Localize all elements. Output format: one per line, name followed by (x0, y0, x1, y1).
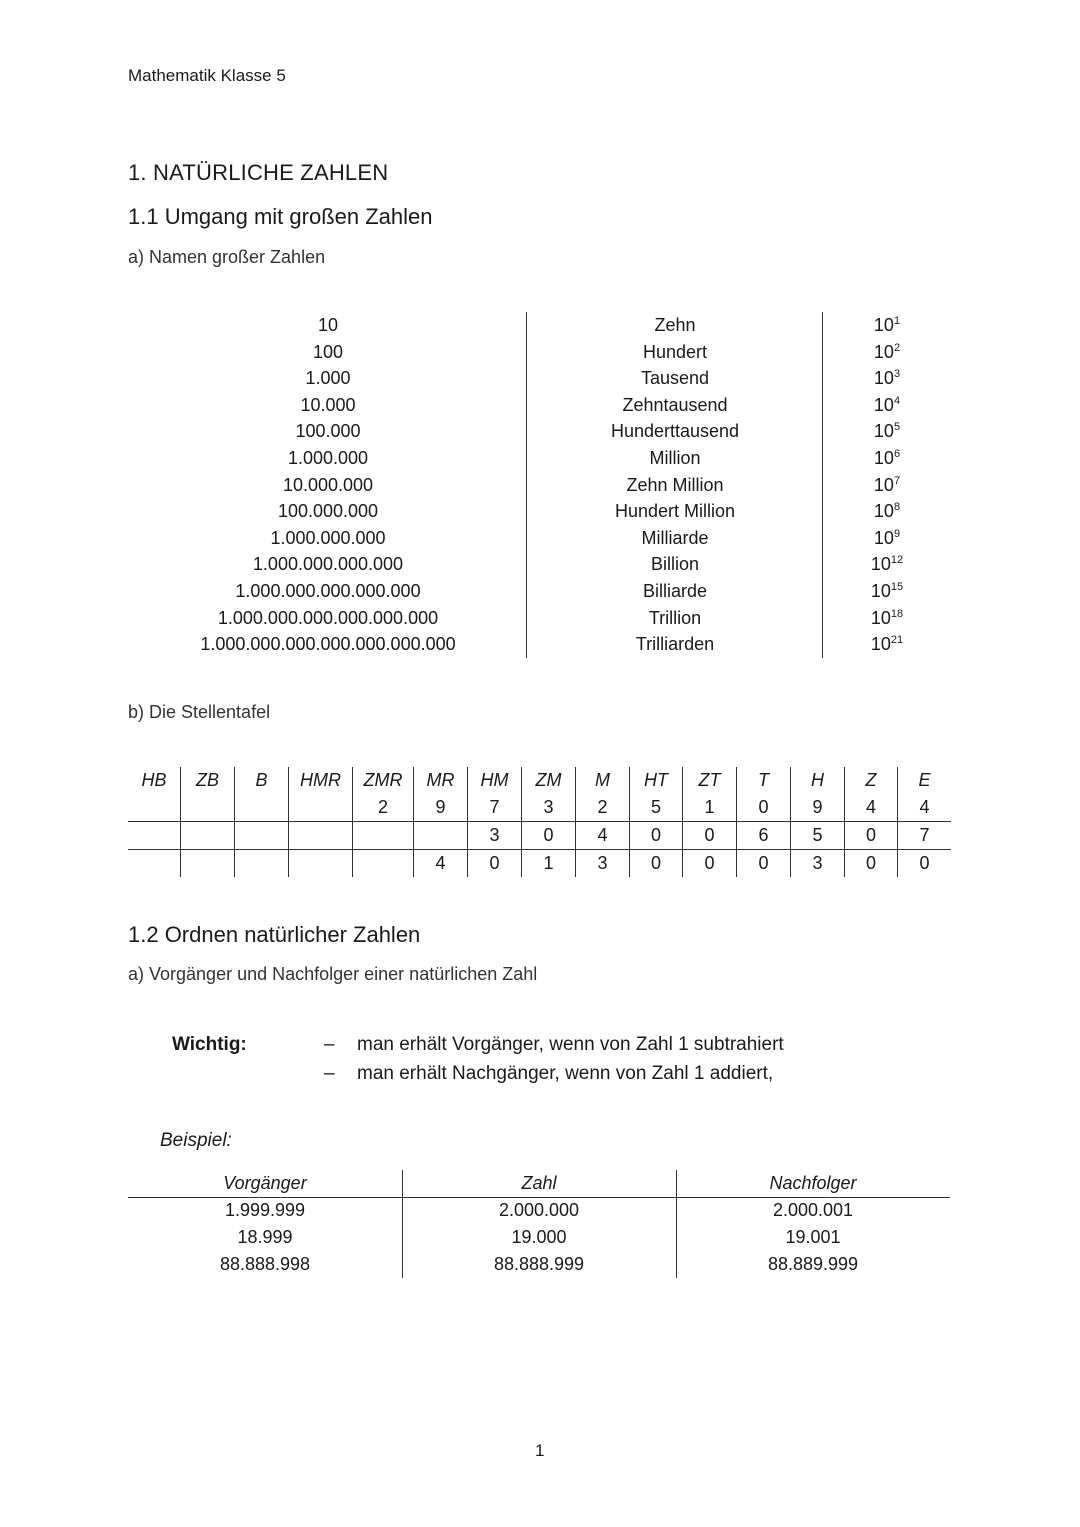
number-name: Milliarde (641, 527, 709, 548)
table-cell: 2 (353, 794, 414, 822)
table-cell: 0 (845, 850, 898, 878)
powers-column (844, 312, 930, 658)
number-value: 10 (317, 315, 339, 335)
numbers-column (128, 312, 528, 658)
bullet-dash: – (324, 1063, 335, 1084)
number-value: 1.000.000.000.000.000.000.000 (200, 634, 456, 655)
number-name: Zehn Million (626, 474, 724, 495)
important-label: Wichtig: (172, 1034, 247, 1055)
power-base: 10 (873, 447, 894, 468)
power-base: 10 (873, 527, 894, 548)
power-base: 10 (873, 474, 894, 495)
number-value: 1.000.000.000.000.000 (235, 580, 421, 601)
table-cell: 0 (683, 850, 737, 878)
example-label: Beispiel: (160, 1130, 232, 1151)
table-cell: 0 (845, 822, 898, 850)
table-cell: 0 (737, 794, 791, 822)
table-cell: 3 (576, 850, 630, 878)
table-cell (289, 850, 353, 878)
power-value (844, 445, 930, 472)
power-base: 10 (873, 341, 894, 362)
table-cell: 6 (737, 822, 791, 850)
power-value (844, 631, 930, 658)
table-cell: 3 (791, 850, 845, 878)
table-cell: 2.000.000 (498, 1200, 580, 1220)
table-cell (289, 794, 353, 822)
names-column (528, 312, 822, 658)
successor-column (676, 1170, 950, 1278)
power-value (844, 339, 930, 366)
table-cell (235, 794, 289, 822)
table-cell (353, 850, 414, 878)
power-exponent: 4 (893, 394, 901, 407)
table-cell (181, 822, 235, 850)
table-cell: 19.001 (785, 1227, 841, 1247)
table-cell (414, 822, 468, 850)
number-value: 1.000.000 (287, 447, 369, 468)
table-cell: 4 (898, 794, 952, 822)
column-header: Vorgänger (223, 1173, 307, 1193)
table-cell: 9 (791, 794, 845, 822)
table-cell: 5 (630, 794, 683, 822)
predecessor-successor-table (128, 1170, 950, 1278)
table-cell (235, 850, 289, 878)
table-header-row (128, 767, 951, 794)
table-cell: 1 (683, 794, 737, 822)
table-cell: 0 (630, 822, 683, 850)
table-cell (128, 794, 181, 822)
table-cell: 0 (630, 850, 683, 878)
table-cell: 0 (522, 822, 576, 850)
number-value: 100.000 (295, 421, 361, 442)
table-cell: 0 (683, 822, 737, 850)
power-exponent: 3 (893, 368, 901, 381)
table-row (128, 822, 951, 850)
number-name: Million (649, 447, 701, 468)
number-value: 10.000.000 (282, 474, 374, 495)
power-value (844, 605, 930, 632)
place-header: HMR (289, 767, 353, 794)
number-name: Hundert (642, 341, 708, 362)
table-cell: 3 (468, 822, 522, 850)
table-cell (353, 822, 414, 850)
table-cell: 2.000.001 (772, 1200, 854, 1220)
place-header: HM (468, 767, 522, 794)
power-value (844, 525, 930, 552)
power-value (844, 418, 930, 445)
table-cell: 9 (414, 794, 468, 822)
list-item (324, 1034, 784, 1063)
subsection-heading-1-1a: a) Namen großer Zahlen (128, 247, 326, 267)
place-header: HT (630, 767, 683, 794)
power-exponent: 7 (893, 474, 901, 487)
table-cell: 18.999 (237, 1227, 293, 1247)
power-exponent: 2 (893, 341, 901, 354)
power-base: 10 (870, 634, 891, 655)
place-header: B (235, 767, 289, 794)
table-cell: 1 (522, 850, 576, 878)
table-cell (289, 822, 353, 850)
place-header: M (576, 767, 630, 794)
place-header: ZT (683, 767, 737, 794)
table-cell: 4 (576, 822, 630, 850)
table-cell: 1.999.999 (224, 1200, 306, 1220)
table-cell: 88.888.998 (219, 1254, 311, 1274)
power-exponent: 12 (890, 554, 904, 567)
page-number: 1 (535, 1441, 545, 1460)
table-row (128, 850, 951, 878)
number-name: Trillion (648, 607, 702, 628)
power-base: 10 (873, 501, 894, 522)
power-exponent: 6 (893, 447, 901, 460)
table-cell: 5 (791, 822, 845, 850)
list-item-text: man erhält Vorgänger, wenn von Zahl 1 subtrahiert (357, 1034, 784, 1055)
power-exponent: 1 (893, 315, 901, 327)
table-cell: 4 (414, 850, 468, 878)
subsection-heading-1-1b: b) Die Stellentafel (128, 702, 271, 722)
power-base: 10 (873, 368, 894, 389)
place-header: MR (414, 767, 468, 794)
number-name: Zehntausend (622, 394, 728, 415)
place-value-table (128, 767, 951, 877)
place-header: ZM (522, 767, 576, 794)
power-base: 10 (873, 394, 894, 415)
list-item (324, 1063, 784, 1092)
place-header: ZB (181, 767, 235, 794)
place-header: E (898, 767, 952, 794)
table-cell: 7 (898, 822, 952, 850)
power-value (844, 392, 930, 419)
table-cell (235, 822, 289, 850)
page-header: Mathematik Klasse 5 (128, 66, 286, 85)
table-cell (128, 822, 181, 850)
place-header: H (791, 767, 845, 794)
table-row (128, 794, 951, 822)
number-value: 1.000.000.000.000.000.000 (217, 607, 439, 628)
power-exponent: 5 (893, 421, 901, 434)
table-cell: 3 (522, 794, 576, 822)
place-header: T (737, 767, 791, 794)
section-heading-1-1: 1.1 Umgang mit großen Zahlen (128, 204, 433, 229)
table-cell: 19.000 (511, 1227, 567, 1247)
power-value (844, 578, 930, 605)
power-base: 10 (870, 607, 891, 628)
power-exponent: 21 (890, 634, 904, 647)
table-cell (128, 850, 181, 878)
number-value: 100 (312, 341, 344, 362)
power-exponent: 15 (890, 580, 904, 593)
list-item-text: man erhält Nachgänger, wenn von Zahl 1 addiert, (357, 1063, 774, 1084)
number-value: 10.000 (300, 394, 356, 415)
table-cell: 4 (845, 794, 898, 822)
table-cell (181, 850, 235, 878)
subsection-heading-1-2a: a) Vorgänger und Nachfolger einer natürlichen Zahl (128, 964, 538, 984)
power-exponent: 8 (893, 501, 901, 514)
table-cell: 2 (576, 794, 630, 822)
place-header: HB (141, 770, 167, 790)
number-name: Hunderttausend (610, 421, 740, 442)
number-name: Billion (650, 554, 700, 575)
table-cell: 0 (468, 850, 522, 878)
column-divider (526, 312, 527, 658)
number-value: 1.000 (305, 368, 351, 389)
number-value: 100.000.000 (277, 501, 379, 522)
power-value (844, 551, 930, 578)
number-name: Trilliarden (635, 634, 715, 655)
power-value (844, 498, 930, 525)
section-heading-1: 1. NATÜRLICHE ZAHLEN (128, 160, 389, 185)
power-value (844, 312, 930, 339)
column-divider (822, 312, 823, 658)
table-cell: 7 (468, 794, 522, 822)
power-base: 10 (873, 421, 894, 442)
table-cell: 0 (737, 850, 791, 878)
number-value: 1.000.000.000.000 (252, 554, 404, 575)
power-exponent: 18 (890, 607, 904, 620)
place-header: ZMR (353, 767, 414, 794)
predecessor-column (128, 1170, 402, 1278)
bullet-dash: – (324, 1034, 335, 1055)
table-cell (181, 794, 235, 822)
number-name: Zehn (654, 315, 696, 335)
section-heading-1-2: 1.2 Ordnen natürlicher Zahlen (128, 922, 421, 947)
power-exponent: 9 (893, 527, 901, 540)
important-list (324, 1034, 784, 1092)
column-header: Zahl (521, 1173, 557, 1193)
table-cell: 88.889.999 (767, 1254, 859, 1274)
number-name: Hundert Million (614, 501, 736, 522)
large-numbers-table (128, 312, 948, 658)
column-header: Nachfolger (769, 1173, 857, 1193)
table-cell: 88.888.999 (493, 1254, 585, 1274)
power-value (844, 365, 930, 392)
number-name: Billiarde (642, 580, 708, 601)
power-base: 10 (873, 315, 894, 335)
power-value (844, 472, 930, 499)
number-column (402, 1170, 676, 1278)
table-cell: 0 (898, 850, 952, 878)
number-name: Tausend (640, 368, 710, 389)
place-header: Z (845, 767, 898, 794)
power-base: 10 (870, 554, 891, 575)
number-value: 1.000.000.000 (270, 527, 386, 548)
power-base: 10 (870, 580, 891, 601)
